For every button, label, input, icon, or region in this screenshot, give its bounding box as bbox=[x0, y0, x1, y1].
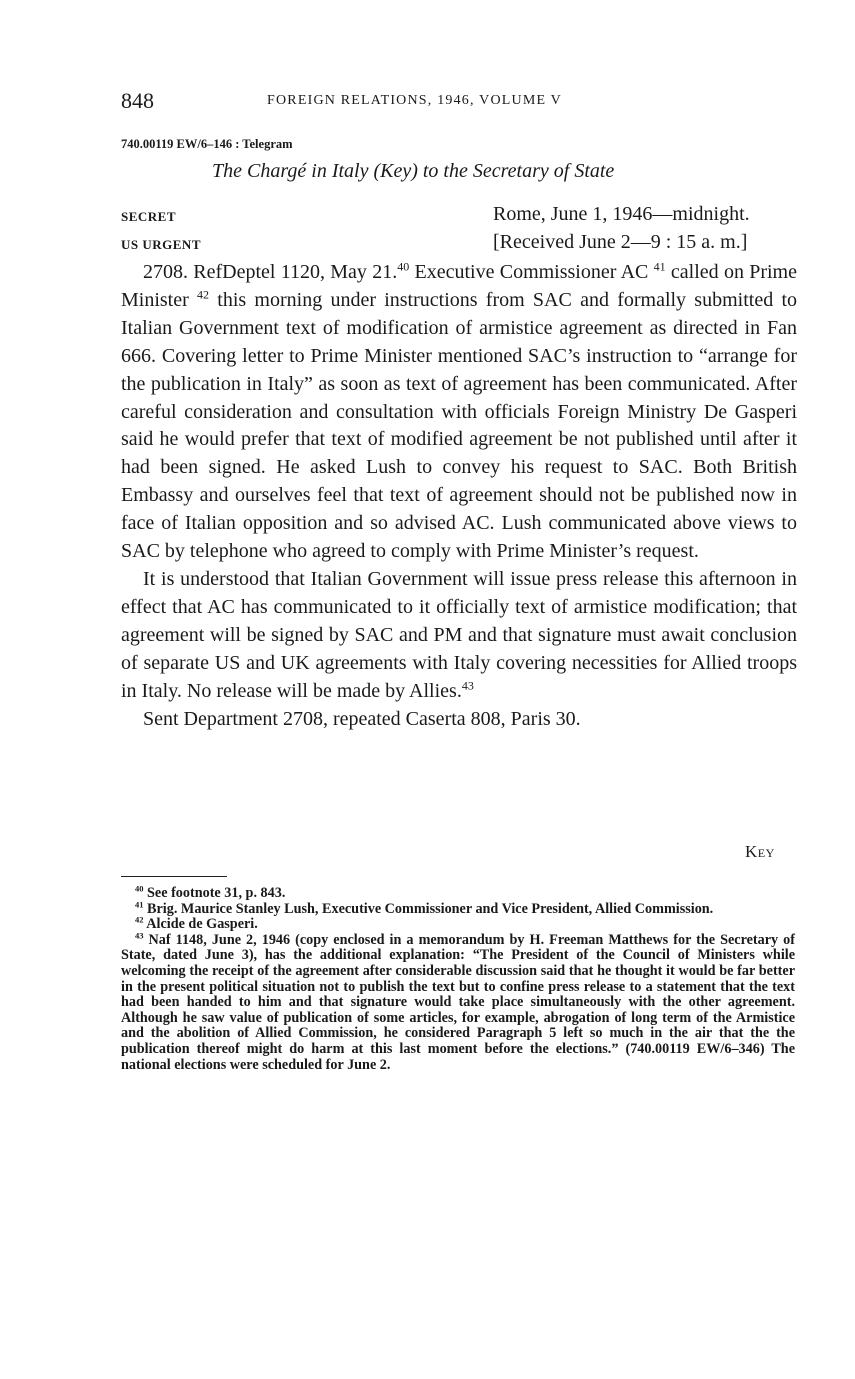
paragraph-text: this morning under instructions from SAC and formally submitted to Italian Government text of modification of armistice agreement as directed in Fan 666. Covering letter to Prime Minister mentioned SAC’s instruction to “arrange for the publication in Italy” as soon as text of agreement has been communicated. After careful consideration and consultation with officials Foreign Ministry De Gasperi said he would prefer that text of modified agreement be not published until after it had been signed. He asked Lush to convey his request to SAC. Both British Embassy and ourselves feel that text of agreement should not be published now in face of Italian opposition and so advised AC. Lush communicated above views to SAC by telephone who agreed to comply with Prime Minister’s request. bbox=[121, 288, 797, 563]
received-line: [Received June 2—9 : 15 a. m.] bbox=[493, 231, 748, 253]
footnote-number: 43 bbox=[135, 930, 144, 941]
footnote-divider bbox=[121, 876, 227, 877]
footnote-text: Brig. Maurice Stanley Lush, Executive Commissioner and Vice President, Allied Commission. bbox=[143, 900, 714, 917]
paragraph-text: called on Prime Minister bbox=[121, 261, 797, 311]
footnote-text: See footnote 31, p. 843. bbox=[143, 885, 286, 901]
footnote-marker: 43 bbox=[461, 677, 474, 692]
signature: Key bbox=[745, 842, 775, 861]
footnote-number: 42 bbox=[135, 914, 144, 925]
document-title: The Chargé in Italy (Key) to the Secretary of State bbox=[212, 160, 615, 182]
paragraph-text: 2708. RefDeptel 1120, May 21. bbox=[143, 261, 398, 283]
precedence-label: US URGENT bbox=[121, 237, 201, 252]
body-paragraph bbox=[121, 566, 797, 706]
footnote bbox=[121, 898, 795, 918]
paragraph-text: It is understood that Italian Government will issue press release this afternoon in effect that AC has communicated to it officially text of armistice modification; that agreement will be signed by SAC and PM and that signature must await conclusion of separate US and UK agreements with Italy covering necessities for Allied troops in Italy. No release will be made by Allies. bbox=[121, 567, 797, 702]
footnote-text: Alcide de Gasperi. bbox=[143, 916, 258, 933]
paragraph-text: Sent Department 2708, repeated Caserta 808, Paris 30. bbox=[143, 707, 581, 730]
page-number: 848 bbox=[121, 88, 154, 113]
footnotes bbox=[121, 883, 795, 1073]
footnote-marker: 40 bbox=[397, 259, 410, 274]
page-header bbox=[121, 88, 821, 118]
paragraph-text: Executive Commissioner AC bbox=[409, 261, 654, 283]
footnote-number: 40 bbox=[135, 883, 144, 894]
footnote bbox=[121, 914, 795, 933]
file-reference: 740.00119 EW/6–146 : Telegram bbox=[121, 137, 293, 151]
footnote-marker: 42 bbox=[197, 287, 210, 302]
footnote-number: 41 bbox=[135, 898, 144, 909]
body-paragraph bbox=[121, 259, 797, 566]
classification-label: SECRET bbox=[121, 209, 177, 224]
telegram-body bbox=[121, 259, 797, 733]
footnote bbox=[121, 930, 795, 1073]
footnote-text: Naf 1148, June 2, 1946 (copy enclosed in a memorandum by H. Freeman Matthews for the Secretary of State, dated June 3), has the additional explanation: “The President of the Council of Ministers while welcoming the receipt of the agreement after considerable discussion said that he thought it would be far better in the present political situation not to publish the text but to confine press release to a statement that the text had been handed to him and that signature would take place simultaneously with the other agreement. Although he saw value of publication of some articles, for example, abrogation of long term of the Armistice and the abolition of Allied Commission, he considered Paragraph 5 left so much in the air that the the publication thereof might do harm at this last moment before the elections.” (740.00119 EW/6–346) The national elections were scheduled for June 2. bbox=[121, 931, 795, 1073]
place-date-line: Rome, June 1, 1946—midnight. bbox=[493, 203, 750, 225]
body-paragraph bbox=[121, 706, 797, 734]
footnote-marker: 41 bbox=[653, 259, 666, 274]
footnote bbox=[121, 883, 795, 902]
running-head: FOREIGN RELATIONS, 1946, VOLUME V bbox=[267, 93, 562, 108]
